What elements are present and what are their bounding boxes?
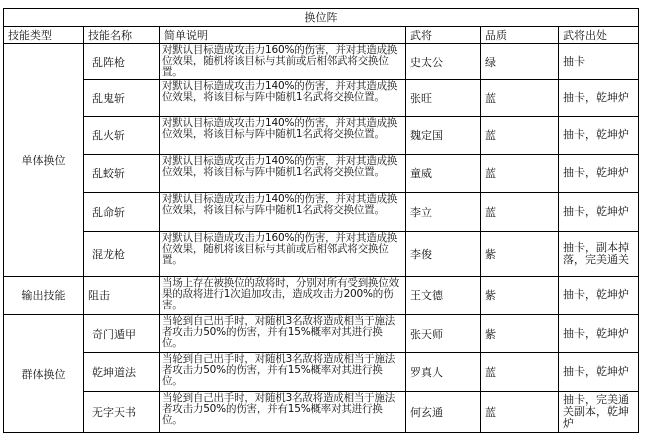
skill-type-cell: 群体换位 xyxy=(4,315,84,433)
general-cell: 罗真人 xyxy=(406,353,481,391)
header-quality: 品质 xyxy=(481,26,559,44)
description-cell: 对默认目标造成攻击力140%的伤害，并对其造成换位效果，将该目标与阵中随机1名武将交换位置。 xyxy=(160,116,406,154)
header-description: 简单说明 xyxy=(160,26,406,44)
source-cell: 抽卡，乾坤炉 xyxy=(559,80,639,116)
table-row xyxy=(4,193,639,232)
quality-cell: 蓝 xyxy=(481,80,559,116)
skill-name-cell: 乱蛟斩 xyxy=(84,154,160,192)
header-skill-name: 技能名称 xyxy=(84,26,160,44)
quality-cell: 紫 xyxy=(481,232,559,276)
source-cell: 抽卡，乾坤炉 xyxy=(559,315,639,353)
table-title: 换位阵 xyxy=(4,9,639,27)
skill-name-cell: 奇门遁甲 xyxy=(84,315,160,353)
general-cell: 王文德 xyxy=(406,276,481,314)
description-cell: 当轮到自己出手时，对随机3名敌将造成相当于施法者攻击力50%的伤害，并有15%概率对其进行换位。 xyxy=(160,353,406,391)
general-cell: 史太公 xyxy=(406,44,481,80)
general-cell: 李俊 xyxy=(406,232,481,276)
skill-name-cell: 乱火斩 xyxy=(84,116,160,154)
quality-cell: 蓝 xyxy=(481,116,559,154)
quality-cell: 紫 xyxy=(481,276,559,314)
header-skill-type: 技能类型 xyxy=(4,26,84,44)
source-cell: 抽卡，乾坤炉 xyxy=(559,116,639,154)
quality-cell: 蓝 xyxy=(481,353,559,391)
table-title-row xyxy=(4,9,639,27)
quality-cell: 蓝 xyxy=(481,391,559,432)
general-cell: 张天师 xyxy=(406,315,481,353)
skill-name-cell: 乾坤道法 xyxy=(84,353,160,391)
quality-cell: 绿 xyxy=(481,44,559,80)
table-row xyxy=(4,276,639,314)
description-cell: 对默认目标造成攻击力160%的伤害，并对其造成换位效果，随机将该目标与其前或后相邻武将交换位置。 xyxy=(160,232,406,276)
skill-name-cell: 无字天书 xyxy=(84,391,160,432)
source-cell: 抽卡，乾坤炉 xyxy=(559,154,639,192)
header-row xyxy=(4,26,639,44)
general-cell: 魏定国 xyxy=(406,116,481,154)
description-cell: 当轮到自己出手时，对随机3名敌将造成相当于施法者攻击力50%的伤害，并有15%概率对其进行换位。 xyxy=(160,391,406,432)
description-cell: 对默认目标造成攻击力140%的伤害，并对其造成换位效果，将该目标与阵中随机1名武将交换位置。 xyxy=(160,80,406,116)
skill-name-cell: 混龙枪 xyxy=(84,232,160,276)
quality-cell: 紫 xyxy=(481,315,559,353)
source-cell: 抽卡，乾坤炉 xyxy=(559,193,639,232)
skill-name-cell: 乱鬼斩 xyxy=(84,80,160,116)
skill-type-cell: 输出技能 xyxy=(4,276,84,314)
skill-type-cell: 单体换位 xyxy=(4,44,84,277)
table-row xyxy=(4,315,639,353)
skill-name-cell: 乱阵枪 xyxy=(84,44,160,80)
source-cell: 抽卡，副本掉落，完美通关 xyxy=(559,232,639,276)
quality-cell: 蓝 xyxy=(481,154,559,192)
skill-name-cell: 阻击 xyxy=(84,276,160,314)
skill-table xyxy=(3,8,639,433)
table-row xyxy=(4,116,639,154)
source-cell: 抽卡，乾坤炉 xyxy=(559,353,639,391)
table-row xyxy=(4,391,639,432)
skill-name-cell: 乱命斩 xyxy=(84,193,160,232)
table-row xyxy=(4,353,639,391)
description-cell: 当场上存在被换位的敌将时，分别对所有受到换位效果的敌将进行1次追加攻击，造成攻击力200%的伤害。 xyxy=(160,276,406,314)
table-row xyxy=(4,232,639,276)
source-cell: 抽卡，完美通关副本，乾坤炉 xyxy=(559,391,639,432)
general-cell: 李立 xyxy=(406,193,481,232)
source-cell: 抽卡 xyxy=(559,44,639,80)
table-row xyxy=(4,154,639,192)
header-general: 武将 xyxy=(406,26,481,44)
description-cell: 对默认目标造成攻击力140%的伤害，并对其造成换位效果，将该目标与阵中随机1名武将交换位置。 xyxy=(160,193,406,232)
general-cell: 童威 xyxy=(406,154,481,192)
table-row xyxy=(4,80,639,116)
source-cell: 抽卡，乾坤炉 xyxy=(559,276,639,314)
description-cell: 对默认目标造成攻击力160%的伤害，并对其造成换位效果，随机将该目标与其前或后相邻武将交换位置。 xyxy=(160,44,406,80)
description-cell: 对默认目标造成攻击力140%的伤害，并对其造成换位效果，将该目标与阵中随机1名武将交换位置。 xyxy=(160,154,406,192)
quality-cell: 蓝 xyxy=(481,193,559,232)
general-cell: 何玄通 xyxy=(406,391,481,432)
table-row xyxy=(4,44,639,80)
general-cell: 张旺 xyxy=(406,80,481,116)
header-source: 武将出处 xyxy=(559,26,639,44)
description-cell: 当轮到自己出手时，对随机3名敌将造成相当于施法者攻击力50%的伤害，并有15%概率对其进行换位。 xyxy=(160,315,406,353)
